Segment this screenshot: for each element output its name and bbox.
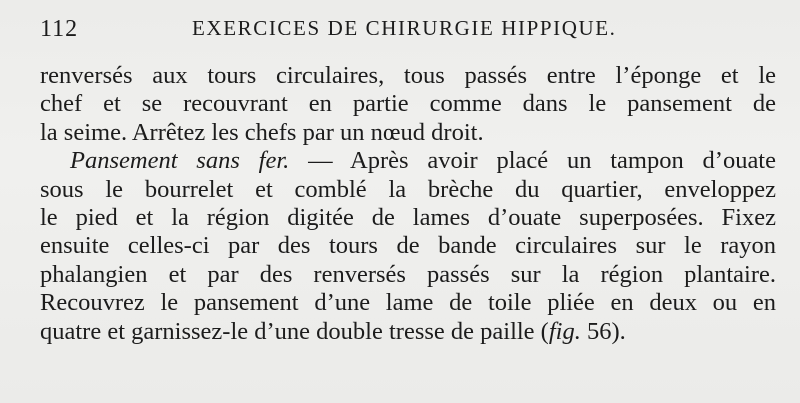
text-line-4-rest: — Après avoir placé un tampon d’ouate <box>289 147 776 175</box>
text-line-5: sous le bourrelet et comblé la brèche du quartier, enveloppez <box>40 175 776 203</box>
text-line-2: chef et se recouvrant en partie comme dans le pansement de <box>40 90 776 118</box>
figure-number: 56 <box>580 317 612 345</box>
figure-reference: fig. <box>548 317 581 345</box>
text-line-8: phalangien et par des renversés passés sur la région plantaire. <box>40 260 776 288</box>
page-header <box>40 16 780 50</box>
section-heading-pansement-sans-fer: Pansement sans fer. <box>70 147 290 175</box>
text-line-4 <box>40 147 776 175</box>
body-text <box>40 62 776 346</box>
running-title: EXERCICES DE CHIRURGIE HIPPIQUE. <box>192 16 617 40</box>
text-line-10-start: quatre et garnissez-le d’une double tresse de paille ( <box>40 317 549 345</box>
page-number: 112 <box>40 16 79 42</box>
text-line-1: renversés aux tours circulaires, tous passés entre l’éponge et le <box>40 62 776 89</box>
text-line-10-end: ). <box>611 317 626 345</box>
text-line-10 <box>40 318 776 346</box>
text-line-7: ensuite celles-ci par des tours de bande circulaires sur le rayon <box>40 232 776 260</box>
text-line-9: Recouvrez le pansement d’une lame de toile pliée en deux ou en <box>40 289 776 317</box>
text-line-6: le pied et la région digitée de lames d’ouate superposées. Fixez <box>40 203 776 231</box>
text-line-3: la seime. Arrêtez les chefs par un nœud droit. <box>40 118 484 146</box>
